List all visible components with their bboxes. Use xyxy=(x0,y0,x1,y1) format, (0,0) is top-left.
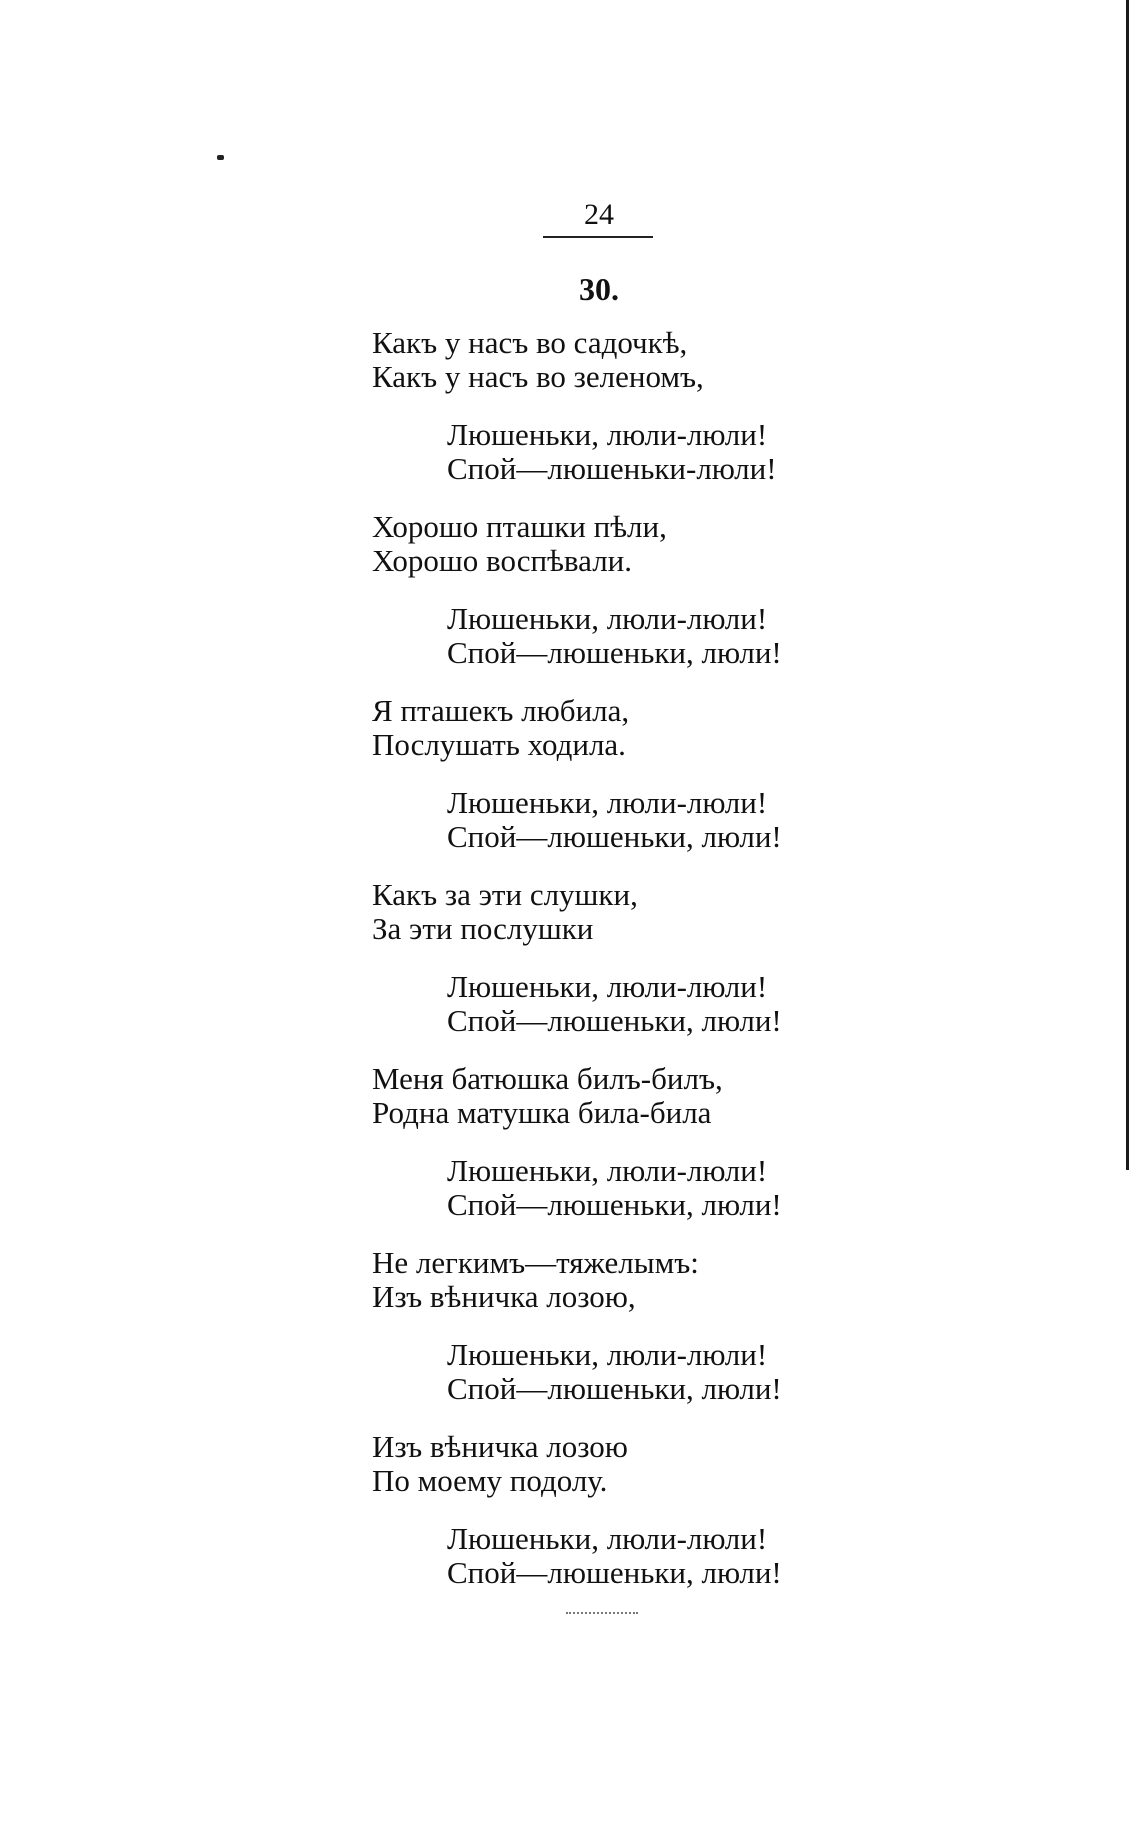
poem-line: Спой—люшеньки-люли! xyxy=(447,451,777,486)
poem-line: Изъ вѣничка лозою, xyxy=(372,1279,636,1314)
verse-stanza xyxy=(372,1430,932,1498)
poem-line: Люшеньки, люли-люли! xyxy=(447,417,768,452)
poem-line: Спой—люшеньки, люли! xyxy=(447,1371,782,1406)
poem-line: Меня батюшка билъ-билъ, xyxy=(372,1061,723,1096)
poem-line: Люшеньки, люли-люли! xyxy=(447,1153,768,1188)
poem-line: Хорошо воспѣвали. xyxy=(372,543,633,578)
poem-line: Люшеньки, люли-люли! xyxy=(447,601,768,636)
poem-line: Люшеньки, люли-люли! xyxy=(447,1337,768,1372)
poem-line: Я пташекъ любила, xyxy=(372,693,630,728)
poem-line: Спой—люшеньки, люли! xyxy=(447,1555,782,1590)
refrain-stanza xyxy=(372,418,932,486)
poem-line: Хорошо пташки пѣли, xyxy=(372,509,667,544)
poem-line: Спой—люшеньки, люли! xyxy=(447,1187,782,1222)
page-edge-line xyxy=(1126,0,1129,1170)
refrain-stanza xyxy=(372,786,932,854)
poem-line: Изъ вѣничка лозою xyxy=(372,1429,628,1464)
poem-line: Какъ за эти слушки, xyxy=(372,877,638,912)
poem-line: Люшеньки, люли-люли! xyxy=(447,1521,768,1556)
poem-line: Не легкимъ—тяжелымъ: xyxy=(372,1245,699,1280)
poem-line: Спой—люшеньки, люли! xyxy=(447,819,782,854)
poem-number: 30. xyxy=(579,271,619,307)
refrain-stanza xyxy=(372,602,932,670)
refrain-stanza xyxy=(372,1154,932,1222)
poem-line: Спой—люшеньки, люли! xyxy=(447,635,782,670)
refrain-stanza xyxy=(372,1338,932,1406)
verse-stanza xyxy=(372,326,932,394)
page-number: 24 xyxy=(584,198,614,231)
poem-line: Люшеньки, люли-люли! xyxy=(447,969,768,1004)
poem-line: Родна матушка била-била xyxy=(372,1095,712,1130)
verse-stanza xyxy=(372,1246,932,1314)
verse-stanza xyxy=(372,694,932,762)
poem-line: Какъ у насъ во зеленомъ, xyxy=(372,359,704,394)
ink-speck xyxy=(217,155,224,160)
poem-line: За эти послушки xyxy=(372,911,594,946)
poem-text xyxy=(372,326,932,1614)
poem-line: Какъ у насъ во садочкѣ, xyxy=(372,325,688,360)
refrain-stanza xyxy=(372,1522,932,1590)
poem-line: Люшеньки, люли-люли! xyxy=(447,785,768,820)
end-dots xyxy=(566,1612,638,1614)
refrain-stanza xyxy=(372,970,932,1038)
poem-line: Послушать ходила. xyxy=(372,727,626,762)
verse-stanza xyxy=(372,510,932,578)
verse-stanza xyxy=(372,878,932,946)
page-number-rule xyxy=(543,236,653,238)
poem-line: Спой—люшеньки, люли! xyxy=(447,1003,782,1038)
poem-line: По моему подолу. xyxy=(372,1463,608,1498)
verse-stanza xyxy=(372,1062,932,1130)
